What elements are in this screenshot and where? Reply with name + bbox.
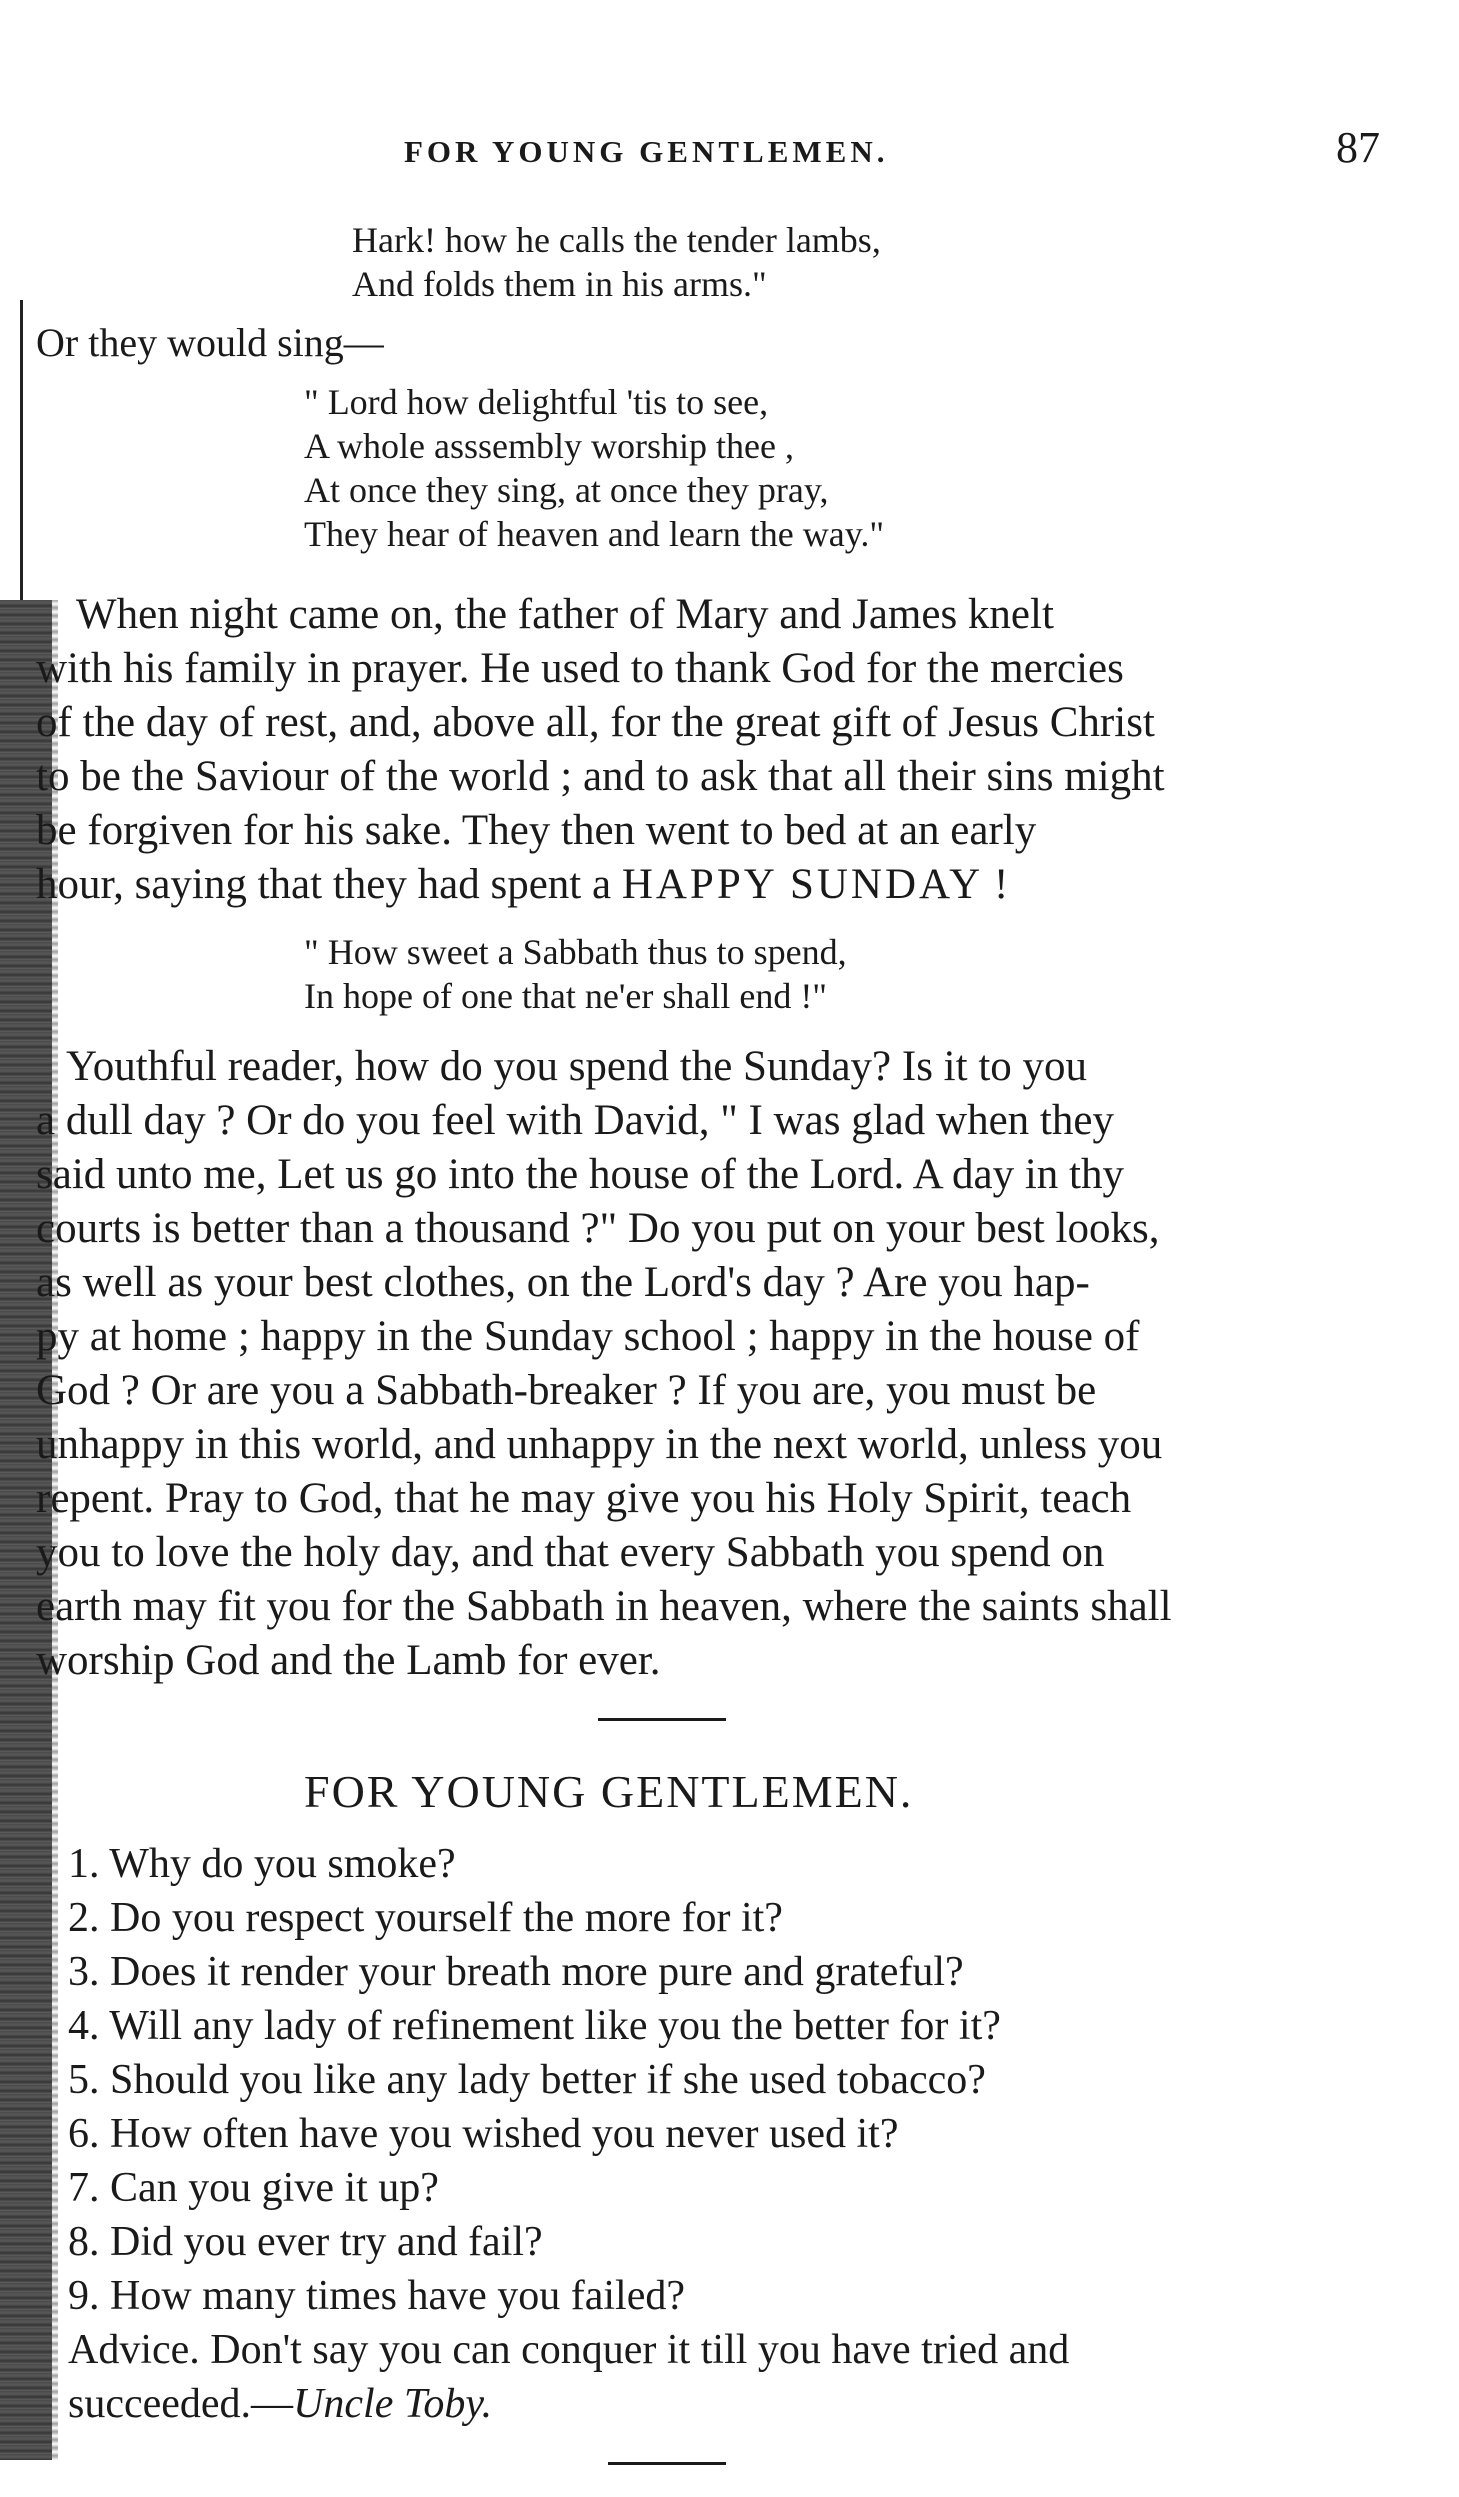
paragraph-line [36, 858, 1008, 912]
verse-line: They hear of heaven and learn the way." [304, 514, 885, 554]
verse-line: A whole asssembly worship thee , [304, 426, 794, 466]
paragraph-line: said unto me, Let us go into the house of the Lord. A day in thy [36, 1151, 1124, 1198]
verse-line: Hark! how he calls the tender lambs, [352, 220, 881, 260]
list-item: 6. How often have you wished you never used it? [68, 2111, 899, 2157]
paragraph-line: be forgiven for his sake. They then went to bed at an early [36, 807, 1037, 854]
verse-line: " Lord how delightful 'tis to see, [304, 382, 769, 422]
paragraph-line: as well as your best clothes, on the Lord's day ? Are you hap- [36, 1259, 1090, 1306]
intro-line: Or they would sing— [36, 320, 384, 365]
paragraph-line: earth may fit you for the Sabbath in heaven, where the saints shall [36, 1583, 1172, 1630]
paragraph-line: a dull day ? Or do you feel with David, " I was glad when they [36, 1097, 1114, 1144]
section-heading: FOR YOUNG GENTLEMEN. [304, 1766, 914, 1817]
list-item: 5. Should you like any lady better if she used tobacco? [68, 2057, 986, 2103]
paragraph-line: God ? Or are you a Sabbath-breaker ? If you are, you must be [36, 1367, 1097, 1414]
advice-text: succeeded.— [68, 2381, 294, 2427]
signature: Uncle Toby. [293, 2381, 493, 2427]
list-item: 9. How many times have you failed? [68, 2273, 685, 2319]
verse-line: At once they sing, at once they pray, [304, 470, 829, 510]
verse-line: " How sweet a Sabbath thus to spend, [304, 932, 847, 972]
list-item: 4. Will any lady of refinement like you the better for it? [68, 2003, 1001, 2049]
page-number: 87 [1336, 123, 1380, 172]
paragraph-text: hour, saying that they had spent a [36, 861, 612, 908]
paragraph-line: When night came on, the father of Mary and James knelt [76, 591, 1054, 638]
paragraph-ending: ! [983, 861, 1009, 908]
paragraph-line: with his family in prayer. He used to thank God for the mercies [36, 645, 1124, 692]
list-item: 2. Do you respect yourself the more for it? [68, 1895, 783, 1941]
emphasis-text: HAPPY SUNDAY [621, 861, 984, 908]
list-item: 1. Why do you smoke? [68, 1841, 456, 1887]
paragraph-line: unhappy in this world, and unhappy in the next world, unless you [36, 1421, 1163, 1468]
list-item: 3. Does it render your breath more pure and grateful? [68, 1949, 964, 1995]
section-divider [598, 1718, 726, 1721]
list-item: 7. Can you give it up? [68, 2165, 439, 2211]
margin-mark [20, 300, 23, 600]
advice-line: Advice. Don't say you can conquer it till you have tried and [68, 2327, 1070, 2373]
paragraph-line: Youthful reader, how do you spend the Sunday? Is it to you [66, 1043, 1088, 1090]
paragraph-line: worship God and the Lamb for ever. [36, 1637, 661, 1684]
paragraph-line: courts is better than a thousand ?" Do you put on your best looks, [36, 1205, 1160, 1252]
verse-line: And folds them in his arms." [352, 264, 767, 304]
paragraph-line: you to love the holy day, and that every Sabbath you spend on [36, 1529, 1105, 1576]
verse-line: In hope of one that ne'er shall end !" [304, 976, 828, 1016]
advice-line [68, 2378, 492, 2430]
paragraph-line: repent. Pray to God, that he may give you his Holy Spirit, teach [36, 1475, 1132, 1522]
end-divider [608, 2462, 726, 2465]
paragraph-line: py at home ; happy in the Sunday school ; happy in the house of [36, 1313, 1140, 1360]
running-header: FOR YOUNG GENTLEMEN. [404, 134, 889, 169]
paragraph-line: to be the Saviour of the world ; and to ask that all their sins might [36, 753, 1165, 800]
paragraph-line: of the day of rest, and, above all, for the great gift of Jesus Christ [36, 699, 1155, 746]
list-item: 8. Did you ever try and fail? [68, 2219, 543, 2265]
